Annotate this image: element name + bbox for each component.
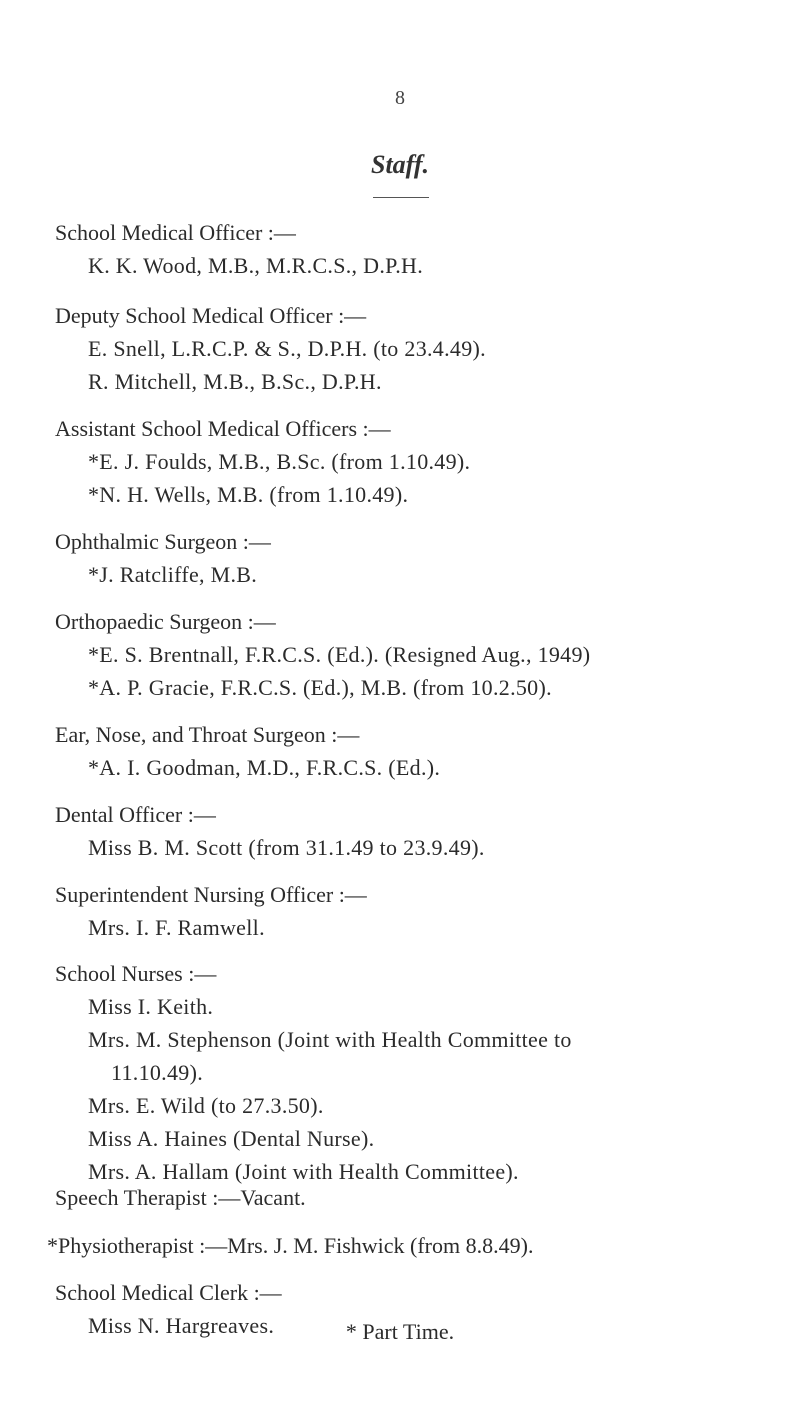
section-heading: Deputy School Medical Officer :— xyxy=(55,303,367,328)
section-heading: Orthopaedic Surgeon :— xyxy=(55,609,276,634)
staff-entry: *N. H. Wells, M.B. (from 1.10.49). xyxy=(88,482,409,507)
section-heading: School Medical Clerk :— xyxy=(55,1280,282,1305)
staff-entry: K. K. Wood, M.B., M.R.C.S., D.P.H. xyxy=(88,253,424,278)
section-school-medical-officer xyxy=(55,216,785,282)
section-orthopaedic-surgeon xyxy=(55,605,785,704)
section-speech-therapist xyxy=(55,1181,785,1214)
staff-entry: Miss A. Haines (Dental Nurse). xyxy=(88,1126,375,1151)
section-heading: Superintendent Nursing Officer :— xyxy=(55,882,367,907)
staff-entry-continuation: 11.10.49). xyxy=(111,1060,204,1085)
staff-entry: Miss B. M. Scott (from 31.1.49 to 23.9.49). xyxy=(88,835,485,860)
section-superintendent-nursing-officer xyxy=(55,878,785,944)
section-heading: Ophthalmic Surgeon :— xyxy=(55,529,271,554)
footnote: * Part Time. xyxy=(345,1319,455,1344)
staff-entry: E. Snell, L.R.C.P. & S., D.P.H. (to 23.4.49). xyxy=(88,336,486,361)
staff-entry: R. Mitchell, M.B., B.Sc., D.P.H. xyxy=(88,369,382,394)
section-heading: Dental Officer :— xyxy=(55,802,216,827)
staff-entry: Mrs. M. Stephenson (Joint with Health Committee to xyxy=(88,1027,572,1052)
title-underline xyxy=(373,197,429,198)
staff-entry: *A. P. Gracie, F.R.C.S. (Ed.), M.B. (from 10.2.50). xyxy=(88,675,552,700)
staff-entry: Miss I. Keith. xyxy=(88,994,214,1019)
section-heading: Speech Therapist :—Vacant. xyxy=(55,1185,306,1210)
section-heading: *Physiotherapist :—Mrs. J. M. Fishwick (from 8.8.49). xyxy=(47,1233,534,1258)
staff-entry: Mrs. E. Wild (to 27.3.50). xyxy=(88,1093,324,1118)
section-dental-officer xyxy=(55,798,785,864)
page-number: 8 xyxy=(395,87,405,109)
section-assistant-school-medical-officers xyxy=(55,412,785,511)
staff-entry: *J. Ratcliffe, M.B. xyxy=(88,562,258,587)
section-heading: Ear, Nose, and Throat Surgeon :— xyxy=(55,722,360,747)
staff-entry: Mrs. A. Hallam (Joint with Health Committee). xyxy=(88,1159,519,1184)
section-ophthalmic-surgeon xyxy=(55,525,785,591)
section-physiotherapist xyxy=(47,1229,777,1262)
page-title: Staff. xyxy=(370,150,430,179)
section-ent-surgeon xyxy=(55,718,785,784)
section-heading: School Medical Officer :— xyxy=(55,220,296,245)
staff-entry: *E. S. Brentnall, F.R.C.S. (Ed.). (Resigned Aug., 1949) xyxy=(88,642,591,667)
section-deputy-school-medical-officer xyxy=(55,299,785,398)
section-heading: School Nurses :— xyxy=(55,961,217,986)
staff-entry: *E. J. Foulds, M.B., B.Sc. (from 1.10.49). xyxy=(88,449,471,474)
staff-entry: Miss N. Hargreaves. xyxy=(88,1313,275,1338)
staff-entry: *A. I. Goodman, M.D., F.R.C.S. (Ed.). xyxy=(88,755,441,780)
section-school-nurses xyxy=(55,957,785,1188)
staff-entry: Mrs. I. F. Ramwell. xyxy=(88,915,265,940)
section-heading: Assistant School Medical Officers :— xyxy=(55,416,391,441)
